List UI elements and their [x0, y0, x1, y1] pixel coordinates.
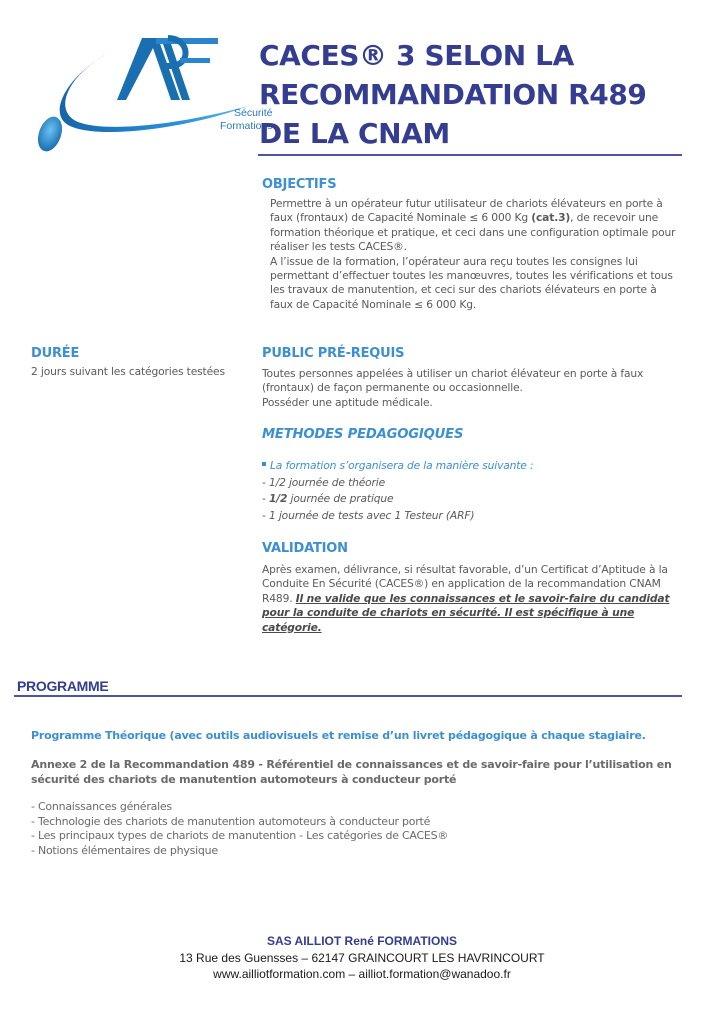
programme-annexe: Annexe 2 de la Recommandation 489 - Référentiel de connaissances et de savoir-faire pour l’utilisation en sécurité des chariots de manutention automoteurs à conducteur porté: [31, 758, 672, 786]
logo-line-2: Formations: [220, 120, 273, 132]
footer: [0, 933, 724, 983]
arf-logo: [30, 30, 273, 160]
methodes-item: [262, 508, 682, 525]
item-prefix: -: [262, 492, 269, 505]
public-line-2: Posséder une aptitude médicale.: [262, 395, 433, 409]
objectifs-p1-start: Permettre à un opérateur futur utilisateur de chariots élévateurs en porte à faux (frontaux) de Capacité Nominale ≤ 6 000 Kg: [270, 197, 663, 225]
item-prefix: -: [262, 508, 269, 522]
programme-item: - Technologie des chariots de manutention automoteurs à conducteur porté: [31, 814, 431, 828]
validation-emphasis: Il ne valide que les connaissances et le savoir-faire du candidat pour la conduite de chariots en sécurité. Il est spécifique à une catégorie.: [262, 591, 670, 634]
objectifs-text: [270, 197, 680, 312]
title-line-2: RECOMMANDATION R489: [259, 78, 647, 111]
title-line-3: DE LA CNAM: [259, 117, 450, 150]
validation-text: [262, 563, 682, 635]
title-line-1: CACES® 3 SELON LA: [259, 39, 574, 72]
logo-line-1: Sécurité: [233, 107, 273, 119]
item-text: journée de pratique: [287, 492, 394, 505]
objectifs-heading: OBJECTIFS: [262, 177, 337, 192]
arf-logo-icon: [30, 30, 255, 160]
methodes-item: [262, 491, 682, 508]
title-divider: [258, 154, 682, 156]
objectifs-paragraph-2: A l’issue de la formation, l’opérateur aura reçu toutes les consignes lui permettant d’effectuer toutes les manœuvres, toutes les vérifications et tous les travaux de manutention, et ceci sur des chariots élévateurs en porte à faux de Capacité Nominale ≤ 6 000 Kg.: [270, 254, 673, 311]
duree-heading: DURÉE: [31, 346, 80, 361]
methodes-item: [262, 475, 682, 492]
programme-heading: PROGRAMME: [17, 678, 109, 694]
programme-list: [31, 800, 681, 858]
methodes-heading: METHODES PEDAGOGIQUES: [262, 427, 464, 442]
objectifs-category: (cat.3): [531, 211, 571, 225]
objectifs-paragraph-1: [270, 197, 680, 255]
programme-item: - Notions élémentaires de physique: [31, 843, 218, 857]
item-prefix: -: [262, 475, 269, 489]
validation-body: Après examen, délivrance, si résultat favorable, d’un Certificat d’Aptitude à la Conduite En Sécurité (CACES®) en application de la recommandation CNAM R489.: [262, 563, 668, 605]
public-text: [262, 367, 682, 410]
objectifs-p1-end: , de recevoir une formation théorique et pratique, et ceci dans une configuration optimale pour réaliser les tests CACES®.: [270, 211, 676, 254]
methodes-intro: [262, 458, 682, 475]
validation-heading: VALIDATION: [262, 541, 348, 556]
square-bullet-icon: [262, 462, 266, 466]
footer-contact: www.ailliotformation.com – ailliot.formation@wanadoo.fr: [213, 967, 511, 981]
item-bold: 1/2: [268, 492, 288, 505]
programme-divider: [14, 695, 682, 697]
page-title: [259, 36, 689, 153]
programme-item: - Connaissances générales: [31, 800, 172, 813]
item-text: 1 journée de tests avec 1 Testeur (ARF): [268, 508, 475, 522]
programme-item: - Les principaux types de chariots de manutention - Les catégories de CACES®: [31, 829, 449, 842]
methodes-list: [262, 458, 682, 524]
footer-address: 13 Rue des Guensses – 62147 GRAINCOURT LES HAVRINCOURT: [179, 950, 545, 965]
footer-company: SAS AILLIOT René FORMATIONS: [266, 934, 457, 948]
programme-theorique: Programme Théorique (avec outils audiovisuels et remise d’un livret pédagogique à chaque stagiaire.: [31, 729, 646, 742]
duree-text: 2 jours suivant les catégories testées: [31, 365, 225, 378]
public-line-1: Toutes personnes appelées à utiliser un chariot élévateur en porte à faux (frontaux) de façon permanente ou occasionnelle.: [262, 367, 644, 395]
item-text: 1/2 journée de théorie: [268, 475, 386, 489]
public-heading: PUBLIC PRÉ-REQUIS: [262, 346, 405, 361]
methodes-intro-text: La formation s’organisera de la manière suivante :: [270, 459, 534, 472]
